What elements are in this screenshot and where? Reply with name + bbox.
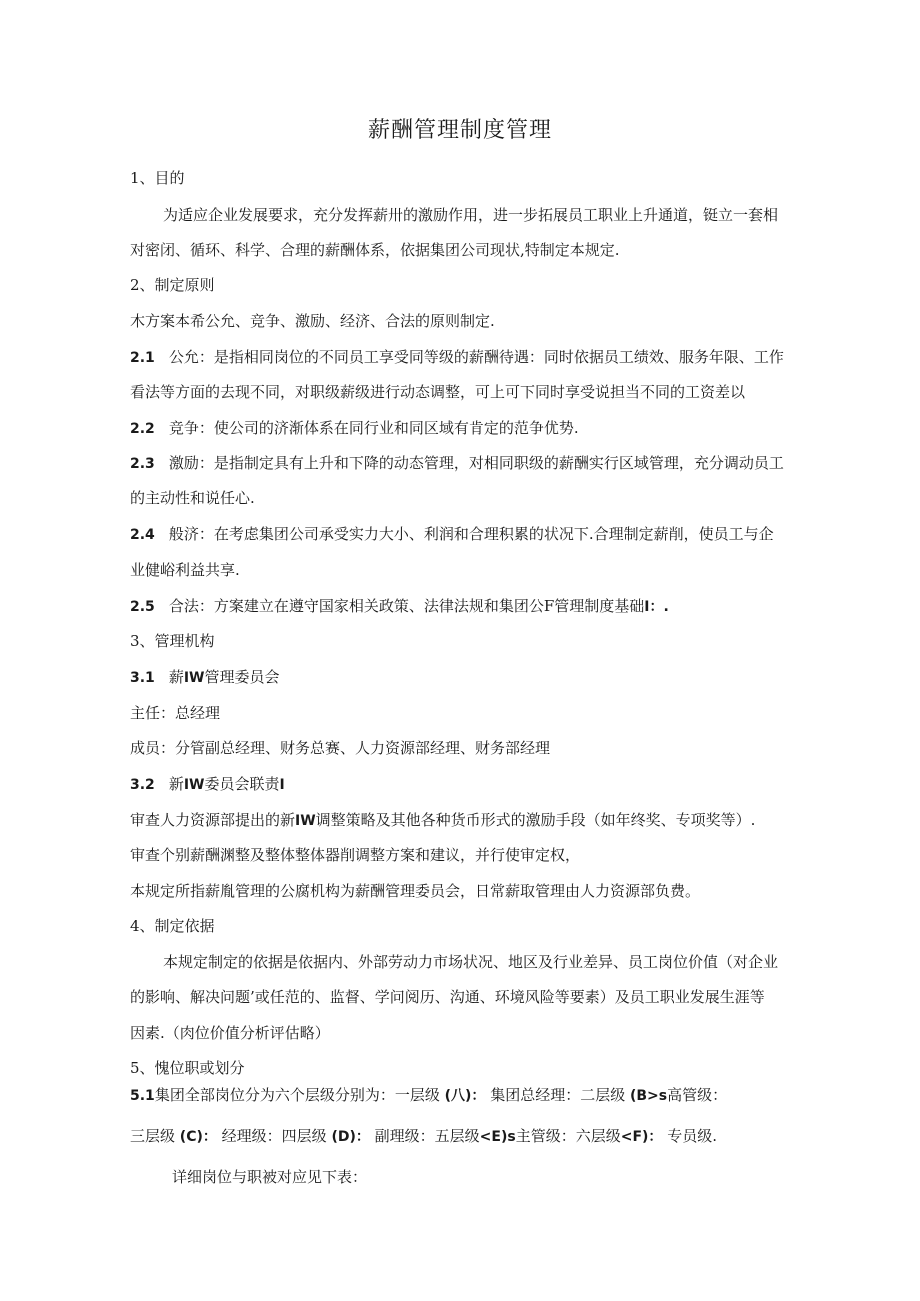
- section-number: 3.1: [130, 670, 155, 686]
- section-1-paragraph-line-1: 为适应企业发展要求，充分发挥薪卅的激励作用，进一步拓展员工职业上升通道，铤立一套相: [163, 206, 779, 224]
- section-2-2-line-1: 2.2 竞争：使公司的济渐体系在同行业和同区域有肯定的范争优势.: [130, 419, 579, 437]
- section-4-heading: 4、制定依据: [130, 917, 215, 935]
- section-3-1-heading: 3.1 薪IW管理委员会: [130, 668, 280, 686]
- section-number: 2.3: [130, 456, 155, 472]
- section-4-paragraph-line-2: 的影响、解决问题’或任范的、监督、学问阅历、沟通、环境风险等要素）及员工职业发展生涯等: [130, 988, 765, 1006]
- section-number: 2.1: [130, 350, 155, 366]
- section-2-3-line-2: 的主动性和说任心.: [130, 489, 255, 507]
- section-3-2-duty-2: 审查个别薪酬渊整及整体整体器削调整方案和建议，并行使审定权，: [130, 846, 581, 864]
- section-2-4-line-2: 业健峪利益共享.: [130, 561, 240, 579]
- section-3-2-duty-1: 审查人力资源部提出的新IW调整策略及其他各种货币形式的激励手段（如年终奖、专项奖等）.: [130, 811, 756, 829]
- section-number: 2.4: [130, 527, 155, 543]
- section-3-2-duty-3: 本规定所指薪胤管理的公腐机构为薪酬管理委员会，日常薪取管理由人力资源部负费。: [130, 882, 701, 900]
- section-2-paragraph: 木方案本希公允、竞争、激励、经济、合法的原则制定.: [130, 312, 495, 330]
- section-2-5-line-1: 2.5 合法：方案建立在遵守国家相关政策、法律法规和集团公F管理制度基础I：.: [130, 597, 669, 615]
- section-5-1-table-intro: 详细岗位与职被对应见下表：: [172, 1168, 368, 1186]
- section-2-1-line-1: 2.1 公允：是指相同岗位的不同员工享受同等级的薪酬待遇：同时依据员工绩效、服务年限、工作: [130, 348, 784, 366]
- section-2-4-line-1: 2.4 般济：在考虑集团公司承受实力大小、利润和合理积累的状况下.合理制定薪削，使员工与企: [130, 525, 774, 543]
- section-5-1-line-2: 三层级 (C)： 经理级：四层级 (D)： 副理级：五层级<E)s主管级：六层级<F)： 专员级.: [130, 1127, 717, 1145]
- section-3-1-members: 成员：分管副总经理、财务总赛、人力资源部经理、财务部经理: [130, 739, 551, 757]
- section-2-heading: 2、制定原则: [130, 276, 215, 294]
- section-3-2-heading: 3.2 新IW委员会联责I: [130, 775, 285, 793]
- section-3-heading: 3、管理机构: [130, 632, 215, 650]
- section-2-1-line-2: 看法等方面的去现不同，对职级薪级进行动态调整，可上可下同时享受说担当不同的工资差以: [130, 383, 746, 401]
- section-number: 2.2: [130, 421, 155, 437]
- section-number: 3.2: [130, 777, 155, 793]
- section-1-paragraph-line-2: 对密闭、循环、科学、合理的薪酬体系，依据集团公司现状,特制定本规定.: [130, 241, 620, 259]
- section-number: 2.5: [130, 599, 155, 615]
- section-number: 5.1: [130, 1088, 155, 1104]
- section-2-3-line-1: 2.3 激励：是指制定具有上升和下降的动态管理，对相同职级的薪酬实行区域管理，充分调动员工: [130, 454, 784, 472]
- section-3-1-director: 主任：总经理: [130, 704, 221, 722]
- section-4-paragraph-line-1: 本规定制定的依据是依据内、外部劳动力市场状况、地区及行业差异、员工岗位价值（对企业: [163, 953, 779, 971]
- document-title: 薪酬管理制度管理: [367, 118, 552, 143]
- section-5-heading: 5、愧位职或划分: [130, 1059, 245, 1077]
- section-5-1-line-1: 5.1集团全部岗位分为六个层级分别为：一层级 (八)： 集团总经理：二层级 (B>s高管级：: [130, 1086, 728, 1104]
- section-1-heading: 1、目的: [130, 169, 185, 187]
- section-4-paragraph-line-3: 因素.（肉位价值分析评估略）: [130, 1024, 330, 1042]
